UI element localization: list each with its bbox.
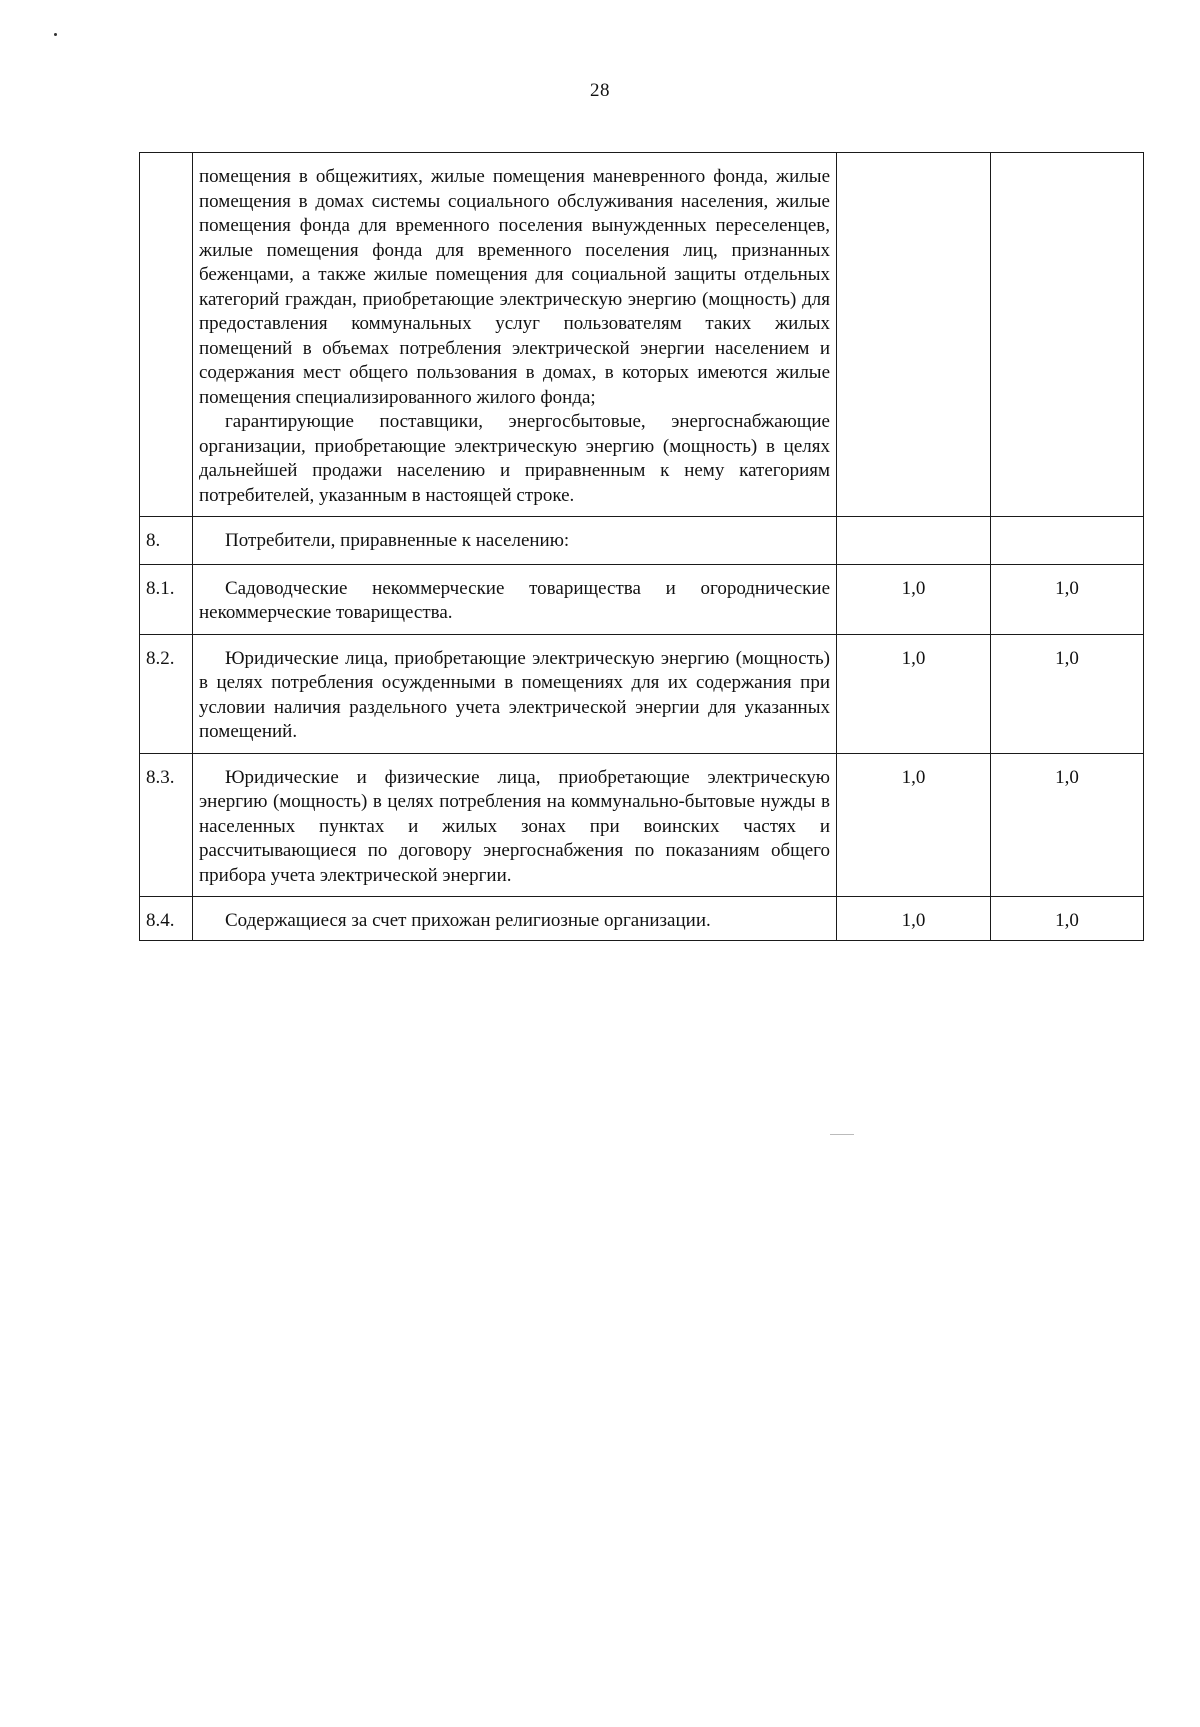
row-value-1 xyxy=(837,517,991,565)
row-value-2: 1,0 xyxy=(991,753,1144,897)
row-description xyxy=(193,153,837,517)
row-value-2: 1,0 xyxy=(991,634,1144,753)
row-description-part-1: помещения в общежитиях, жилые помещения маневренного фонда, жилые помещения в домах системы социального обслуживания населения, жилые помещения фонда для временного поселения вынужденных переселенцев, жилые помещения фонда для временного поселения лиц, признанных беженцами, а также жилые помещения для социальной защиты отдельных категорий граждан, приобретающие электрическую энергию (мощность) для предоставления коммунальных услуг пользователям таких жилых помещений в объемах потребления электрической энергии населением и содержания мест общего пользования в домах, в которых имеются жилые помещения специализированного жилого фонда; xyxy=(199,166,830,408)
row-value-2 xyxy=(991,153,1144,517)
tariff-coefficient-table xyxy=(139,152,1144,941)
row-value-1: 1,0 xyxy=(837,564,991,634)
row-value-2 xyxy=(991,517,1144,565)
scan-speck xyxy=(54,33,57,36)
table-row-8 xyxy=(140,517,1144,565)
row-description-text: Содержащиеся за счет прихожан религиозные организации. xyxy=(225,910,711,931)
page-number: 28 xyxy=(590,80,610,101)
table-row-8-1 xyxy=(140,564,1144,634)
row-number: 8. xyxy=(140,517,193,565)
row-number: 8.3. xyxy=(140,753,193,897)
stray-scan-mark xyxy=(830,1134,854,1135)
row-value-2: 1,0 xyxy=(991,897,1144,941)
row-description xyxy=(193,753,837,897)
row-value-2: 1,0 xyxy=(991,564,1144,634)
row-description-text: Юридические лица, приобретающие электрическую энергию (мощность) в целях потребления осужденными в помещениях для их содержания при условии наличия раздельного учета электрической энергии для указанных помещений. xyxy=(199,647,830,742)
table-row-continuation xyxy=(140,153,1144,517)
table-row-8-3 xyxy=(140,753,1144,897)
table-row-8-2 xyxy=(140,634,1144,753)
row-value-1: 1,0 xyxy=(837,897,991,941)
row-number: 8.2. xyxy=(140,634,193,753)
row-description xyxy=(193,517,837,565)
row-value-1: 1,0 xyxy=(837,634,991,753)
row-value-1 xyxy=(837,153,991,517)
row-description-text: Садоводческие некоммерческие товарищества и огороднические некоммерческие товарищества. xyxy=(199,577,830,623)
row-number xyxy=(140,153,193,517)
table-row-8-4 xyxy=(140,897,1144,941)
row-description xyxy=(193,897,837,941)
row-value-1: 1,0 xyxy=(837,753,991,897)
row-description-part-2: гарантирующие поставщики, энергосбытовые, энергоснабжающие организации, приобретающие электрическую энергию (мощность) в целях дальнейшей продажи населению и приравненным к нему категориям потребителей, указанным в настоящей строке. xyxy=(199,411,830,506)
row-description-text: Юридические и физические лица, приобретающие электрическую энергию (мощность) в целях потребления на коммунально-бытовые нужды в населенных пунктах и жилых зонах при воинских частях и рассчитывающиеся по договору энергоснабжения по показаниям общего прибора учета электрической энергии. xyxy=(199,766,830,886)
row-description xyxy=(193,564,837,634)
row-number: 8.1. xyxy=(140,564,193,634)
row-number: 8.4. xyxy=(140,897,193,941)
row-description xyxy=(193,634,837,753)
row-description-text: Потребители, приравненные к населению: xyxy=(225,530,570,551)
